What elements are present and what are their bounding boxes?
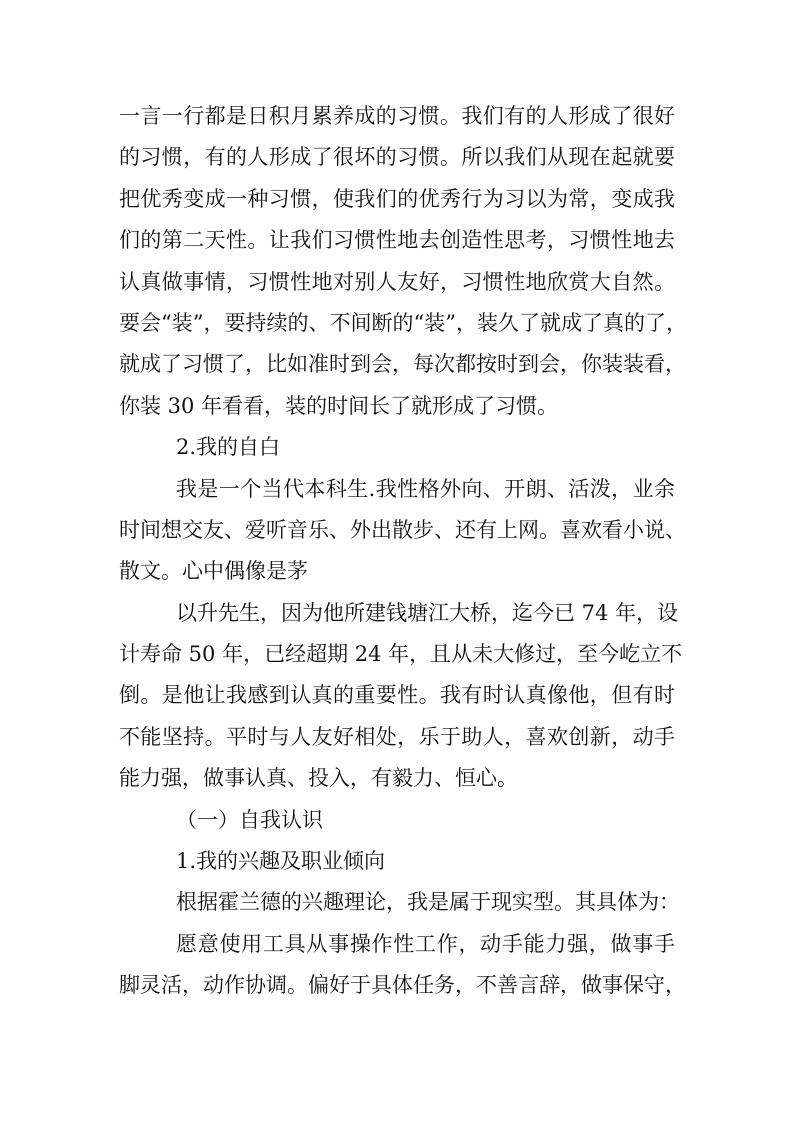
section-heading: 2.我的自白	[176, 435, 281, 460]
paragraph-line: 要会“装”，要持续的、不间断的“装”，装久了就成了真的了，	[119, 310, 687, 335]
paragraph-line: 脚灵活，动作协调。偏好于具体任务，不善言辞，做事保守，	[119, 973, 686, 998]
body-text	[119, 96, 687, 1007]
paragraph-line: 不能坚持。平时与人友好相处，乐于助人，喜欢创新，动手	[119, 724, 675, 749]
paragraph-line: 根据霍兰德的兴趣理论，我是属于现实型。其具体为：	[176, 890, 680, 915]
paragraph-line: 愿意使用工具从事操作性工作，动手能力强，做事手	[176, 931, 675, 956]
paragraph-line: 把优秀变成一种习惯，使我们的优秀行为习以为常，变成我	[119, 186, 675, 211]
paragraph-line: 时间想交友、爱听音乐、外出散步、还有上网。喜欢看小说、	[119, 517, 686, 542]
subsection-heading: 1.我的兴趣及职业倾向	[176, 849, 386, 874]
paragraph-line: 的习惯，有的人形成了很坏的习惯。所以我们从现在起就要	[119, 145, 675, 170]
paragraph-line: 以升先生，因为他所建钱塘江大桥，迄今已 74 年，设	[176, 600, 679, 625]
paragraph-line: 就成了习惯了，比如准时到会，每次都按时到会，你装装看，	[119, 352, 686, 377]
section-heading: （一）自我认识	[176, 807, 323, 832]
paragraph-line: 认真做事情，习惯性地对别人友好，习惯性地欣赏大自然。	[119, 269, 675, 294]
paragraph-line: 你装 30 年看看，装的时间长了就形成了习惯。	[119, 393, 559, 418]
paragraph-line: 一言一行都是日积月累养成的习惯。我们有的人形成了很好	[119, 104, 675, 128]
paragraph-line: 我是一个当代本科生.我性格外向、开朗、活泼，业余	[176, 476, 675, 501]
paragraph-line: 计寿命 50 年，已经超期 24 年，且从未大修过，至今屹立不	[119, 642, 683, 667]
paragraph-line: 能力强，做事认真、投入，有毅力、恒心。	[119, 766, 518, 791]
paragraph-line: 散文。心中偶像是茅	[119, 559, 308, 584]
paragraph-line: 们的第二天性。让我们习惯性地去创造性思考，习惯性地去	[119, 228, 675, 253]
paragraph-line: 倒。是他让我感到认真的重要性。我有时认真像他，但有时	[119, 683, 675, 708]
